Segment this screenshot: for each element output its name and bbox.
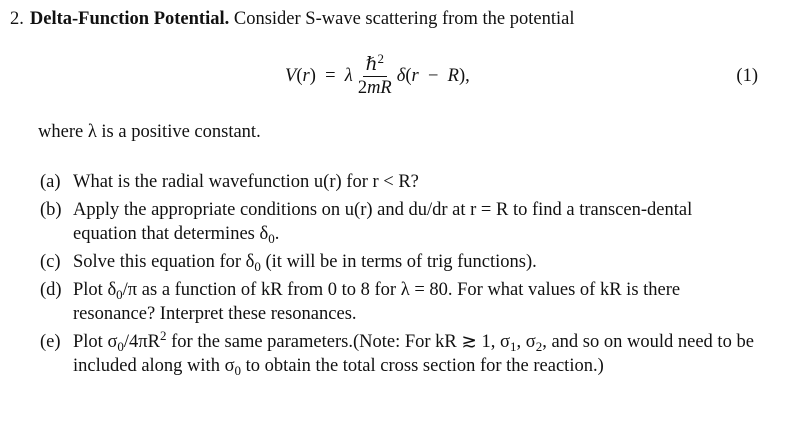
- part-b: [40, 198, 760, 246]
- problem-intro: Consider S-wave scattering from the potential: [233, 9, 575, 29]
- equation-fraction: [355, 50, 395, 99]
- equation-number: (1): [736, 66, 758, 86]
- part-c-label: (c): [40, 252, 61, 272]
- part-a-label: (a): [40, 172, 61, 192]
- fraction-numerator: [363, 50, 387, 77]
- parts-list: [40, 170, 760, 382]
- equation-1: [0, 46, 788, 106]
- fraction-denominator: 2mR: [357, 77, 392, 98]
- part-d-label: (d): [40, 280, 62, 300]
- problem-title: Delta-Function Potential.: [29, 9, 230, 29]
- part-c-text: Solve this equation for $\delta_0$ (it will be in terms of trig functions).: [73, 252, 537, 274]
- part-e-label: (e): [40, 332, 61, 352]
- part-b-label: (b): [40, 200, 62, 220]
- equation-lhs: V(r) = λ: [285, 66, 353, 86]
- numerator-power: 2: [377, 50, 384, 66]
- part-d-text: Plot $\delta_0/\pi$ as a function of kR from 0 to 8 for λ = 80. For what values of kR is there resonance? Interpret these resonances.: [73, 280, 681, 324]
- problem-number: 2.: [10, 9, 24, 29]
- equation-rhs: δ(r − R),: [396, 66, 470, 86]
- equation-body: [285, 46, 470, 106]
- numerator-symbol: ℏ: [365, 54, 378, 75]
- part-e-text: Plot $\sigma_0/4\pi R^2$ for the same parameters.(Note: For kR ≳ 1, $\sigma_1$, $\sigma_2$, and so on would need to be included along with $\sigma_0$ to obtain the total cross section for the reaction.): [73, 328, 754, 378]
- part-a-text: What is the radial wavefunction u(r) for r < R?: [73, 172, 419, 192]
- part-c: [40, 250, 760, 274]
- where-text: where λ is a positive constant.: [38, 122, 261, 142]
- part-d: [40, 278, 760, 326]
- problem-header: [10, 7, 780, 31]
- part-a: [40, 170, 760, 194]
- part-e: [40, 330, 760, 378]
- part-b-text: Apply the appropriate conditions on u(r) and du/dr at r = R to find a transcen-dental equation that determines $\delta_0$.: [73, 200, 693, 246]
